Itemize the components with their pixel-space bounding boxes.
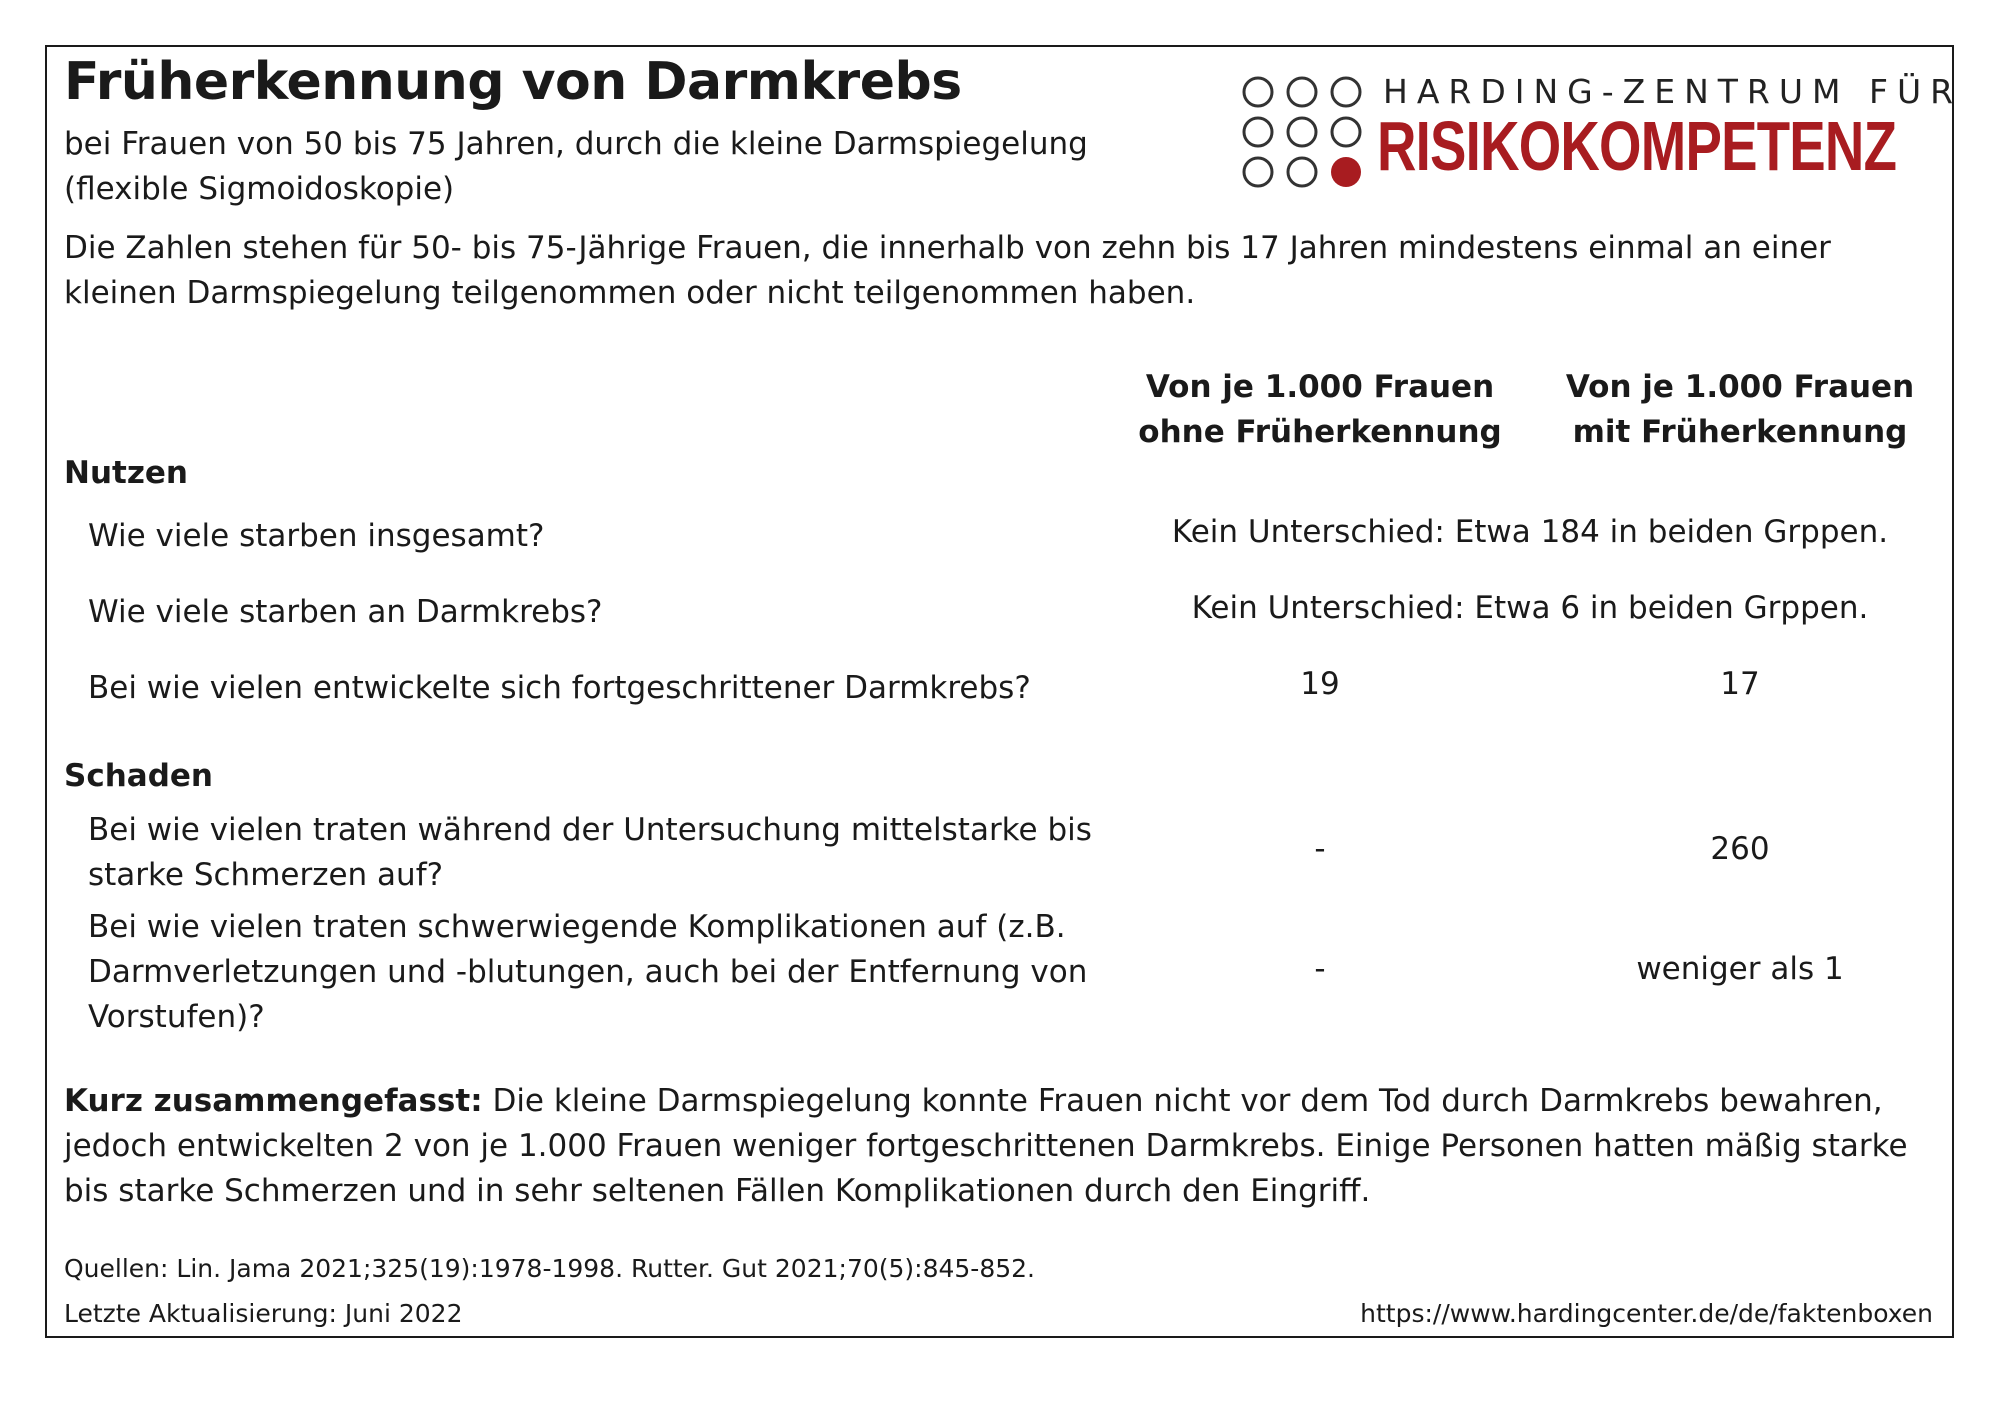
combined-value: Kein Unterschied: Etwa 184 in beiden Grppen. xyxy=(1171,514,1889,550)
page-subtitle: bei Frauen von 50 bis 75 Jahren, durch die kleine Darmspiegelung (flexible Sigmoidoskopie) xyxy=(64,126,1088,207)
question-row: Bei wie vielen traten schwerwiegende Komplikationen auf (z.B. Darmverletzungen und -blutungen, auch bei der Entfernung von Vorstufen)? xyxy=(88,909,1088,1035)
summary-label: Kurz zusammengefasst: xyxy=(64,1083,483,1119)
value-without: - xyxy=(1314,951,1326,987)
value-with: 260 xyxy=(1710,831,1770,867)
column-header-without: Von je 1.000 Frauen ohne Früherkennung xyxy=(1138,369,1502,450)
value-without: - xyxy=(1314,831,1326,867)
page-title: Früherkennung von Darmkrebs xyxy=(64,52,962,112)
section-heading-benefits: Nutzen xyxy=(64,455,188,491)
question-row: Bei wie vielen entwickelte sich fortgeschrittener Darmkrebs? xyxy=(88,670,1031,706)
sources-text: Quellen: Lin. Jama 2021;325(19):1978-1998. Rutter. Gut 2021;70(5):845-852. xyxy=(64,1254,1035,1283)
last-updated-text: Letzte Aktualisierung: Juni 2022 xyxy=(64,1299,463,1328)
question-row: Wie viele starben an Darmkrebs? xyxy=(88,594,603,630)
logo-line-main: RISIKOKOMPETENZ xyxy=(1377,107,1897,185)
intro-text: Die Zahlen stehen für 50- bis 75-Jährige Frauen, die innerhalb von zehn bis 17 Jahren mindestens einmal an einer kleinen Darmspiegelung teilgenommen oder nicht teilgenommen haben. xyxy=(64,230,1831,311)
summary-body: Die kleine Darmspiegelung konnte Frauen nicht vor dem Tod durch Darmkrebs bewahren, jedoch entwickelten 2 von je 1.000 Frauen weniger fortgeschrittenen Darmkrebs. Einige Personen hatten mäßig starke bis starke Schmerzen und in sehr seltenen Fällen Komplikationen durch den Eingriff. xyxy=(64,1083,1908,1209)
logo-line-top: HARDING-ZENTRUM FÜR xyxy=(1383,72,1963,111)
harding-center-logo xyxy=(1240,72,1963,202)
nine-circles-icon xyxy=(1240,72,1370,192)
question-row: Wie viele starben insgesamt? xyxy=(88,518,545,554)
value-with: weniger als 1 xyxy=(1636,951,1844,987)
combined-value: Kein Unterschied: Etwa 6 in beiden Grppen. xyxy=(1191,590,1869,626)
question-row: Bei wie vielen traten während der Untersuchung mittelstarke bis starke Schmerzen auf? xyxy=(88,812,1092,893)
summary-text xyxy=(64,1079,1934,1214)
fact-box-link[interactable]: https://www.hardingcenter.de/de/faktenboxen xyxy=(1360,1299,1933,1328)
value-with: 17 xyxy=(1720,666,1760,702)
column-header-with: Von je 1.000 Frauen mit Früherkennung xyxy=(1565,369,1915,450)
section-heading-harms: Schaden xyxy=(64,758,213,794)
value-without: 19 xyxy=(1300,666,1340,702)
